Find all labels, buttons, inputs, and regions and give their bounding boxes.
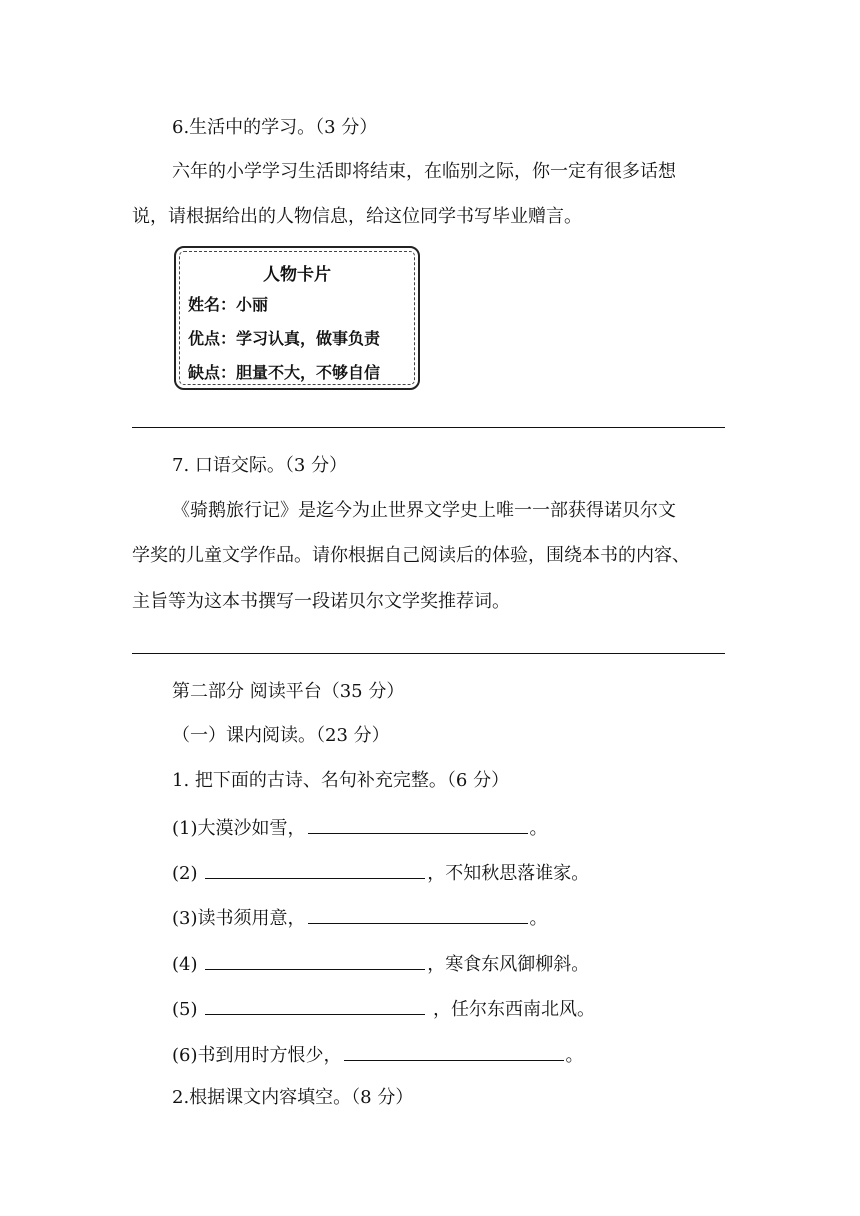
fill-item-1-post: 。 (529, 818, 548, 839)
q6-line-2: 说，请根据给出的人物信息，给这位同学书写毕业赠言。 (132, 206, 582, 227)
answer-line-q6[interactable] (132, 427, 725, 428)
part2-title: 第二部分 阅读平台（35 分） (172, 681, 405, 702)
fill-blank-6[interactable] (344, 1042, 564, 1061)
fill-blank-4[interactable] (205, 951, 425, 970)
card-merits: 优点：学习认真，做事负责 (188, 329, 381, 348)
card-name: 姓名：小丽 (188, 295, 269, 314)
part2-q2: 2.根据课文内容填空。（8 分） (172, 1087, 414, 1108)
part2-sub: （一）课内阅读。（23 分） (172, 725, 390, 746)
fill-item-1 (172, 815, 548, 841)
fill-item-4-pre: (4) (172, 954, 204, 975)
q7-title: 7. 口语交际。（3 分） (172, 455, 348, 476)
fill-item-1-pre: (1)大漠沙如雪， (172, 818, 306, 839)
fill-item-5 (172, 996, 595, 1022)
fill-item-2 (172, 860, 589, 886)
fill-blank-5[interactable] (205, 996, 425, 1015)
fill-item-3-post: 。 (529, 908, 548, 929)
fill-item-4-post: ，寒食东风御柳斜。 (427, 954, 590, 975)
fill-item-5-post: ，任尔东西南北风。 (427, 999, 595, 1020)
fill-item-6 (172, 1042, 584, 1068)
fill-item-6-post: 。 (565, 1045, 584, 1066)
q6-line-1: 六年的小学学习生活即将结束，在临别之际，你一定有很多话想 (172, 161, 676, 182)
fill-item-5-pre: (5) (172, 999, 204, 1020)
card-title: 人物卡片 (263, 265, 331, 285)
fill-item-3 (172, 905, 548, 931)
q7-line-3: 主旨等为这本书撰写一段诺贝尔文学奖推荐词。 (132, 591, 510, 612)
part2-q1: 1. 把下面的古诗、名句补充完整。（6 分） (172, 770, 510, 791)
q7-line-2: 学奖的儿童文学作品。请你根据自己阅读后的体验，围绕本书的内容、 (132, 545, 690, 566)
fill-item-4 (172, 951, 589, 977)
q6-title: 6.生活中的学习。（3 分） (172, 117, 378, 138)
fill-item-3-pre: (3)读书须用意， (172, 908, 306, 929)
fill-blank-2[interactable] (205, 860, 425, 879)
answer-line-q7[interactable] (132, 653, 725, 654)
fill-blank-3[interactable] (308, 905, 528, 924)
card-flaws: 缺点：胆量不大，不够自信 (188, 363, 381, 382)
fill-item-2-pre: (2) (172, 863, 204, 884)
q7-line-1: 《骑鹅旅行记》是迄今为止世界文学史上唯一一部获得诺贝尔文 (172, 500, 676, 521)
fill-item-2-post: ，不知秋思落谁家。 (427, 863, 590, 884)
character-card (174, 246, 420, 390)
fill-blank-1[interactable] (308, 815, 528, 834)
fill-item-6-pre: (6)书到用时方恨少， (172, 1045, 342, 1066)
